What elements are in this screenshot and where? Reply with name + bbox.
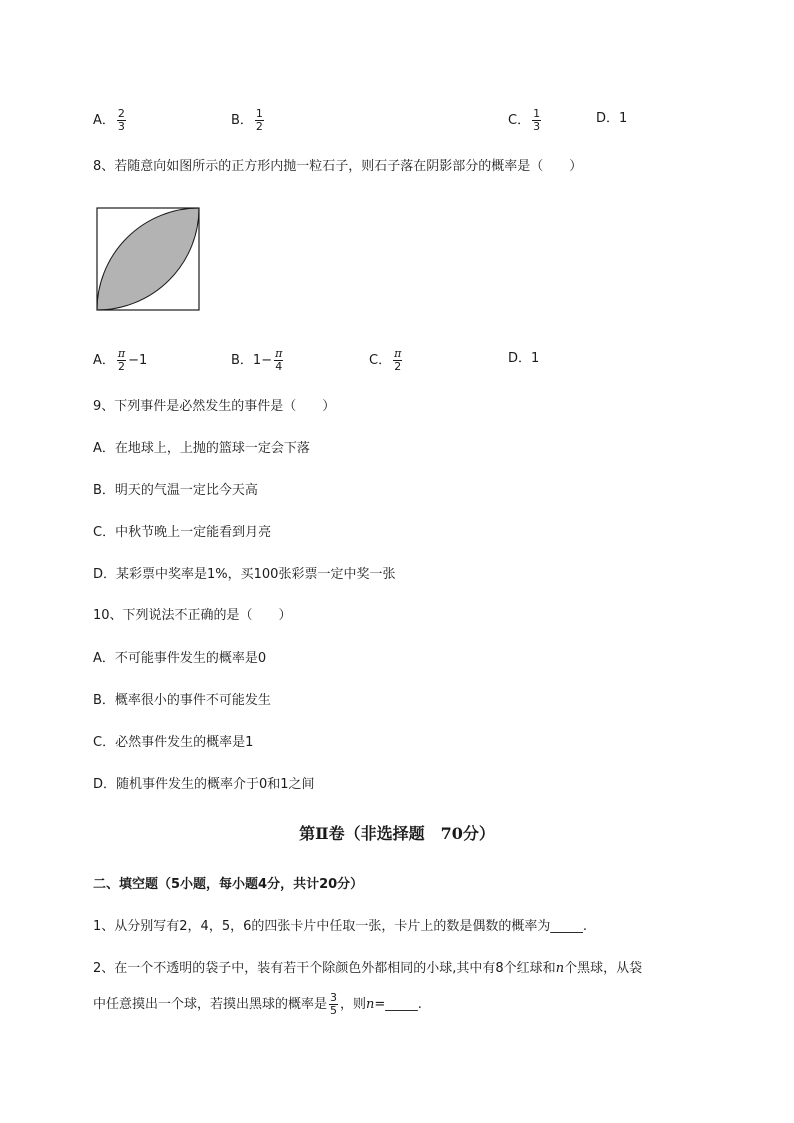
q9-option-d: D．某彩票中奖率是1%，买100张彩票一定中奖一张: [93, 567, 396, 582]
q9-option-b: B．明天的气温一定比今天高: [93, 483, 258, 498]
q8-stem: 8、若随意向如图所示的正方形内抛一粒石子，则石子落在阴影部分的概率是（ ）: [93, 159, 583, 174]
q8-figure: [96, 207, 200, 311]
q7-option-c-letter: C．: [508, 113, 531, 128]
q7-option-c-fraction: [532, 108, 541, 133]
q10-option-d: D．随机事件发生的概率介于0和1之间: [93, 777, 315, 792]
q9-option-c: C．中秋节晚上一定能看到月亮: [93, 525, 272, 540]
fill-q2-variable-n: n: [366, 997, 375, 1012]
fraction-numerator: 3: [330, 991, 338, 1004]
q8-option-c-fraction: [393, 348, 402, 373]
q8-option-a-fraction: [117, 348, 126, 373]
fraction-denominator: 2: [255, 120, 263, 133]
q7-option-b: [231, 108, 266, 133]
q8-option-b: [231, 348, 285, 373]
fill-q2-text-e: =_____.: [374, 997, 422, 1012]
fill-q2-variable-n: n: [555, 961, 565, 976]
fill-q2-fraction: [329, 992, 338, 1017]
q8-option-c: [369, 348, 404, 373]
q8-option-a: [93, 348, 147, 373]
q9-option-a: A．在地球上，上抛的篮球一定会下落: [93, 441, 310, 456]
part2-title: 第Ⅱ卷（非选择题 70分）: [299, 824, 495, 843]
q8-option-a-letter: A．: [93, 353, 115, 368]
fraction-denominator: 5: [330, 1004, 338, 1017]
fraction-denominator: 2: [118, 360, 126, 373]
q8-option-d: [508, 350, 539, 368]
q8-option-d-text: 1: [531, 351, 540, 366]
q10-option-b: B．概率很小的事件不可能发生: [93, 693, 271, 708]
fraction-numerator: π: [275, 347, 283, 360]
q10-option-a: A．不可能事件发生的概率是0: [93, 651, 267, 666]
q7-option-a-letter: A．: [93, 113, 115, 128]
fraction-numerator: 2: [117, 107, 125, 120]
q7-option-c: [508, 108, 543, 133]
q7-option-a-fraction: [117, 108, 126, 133]
q8-shaded-lens: [97, 208, 199, 310]
fraction-denominator: 3: [117, 120, 125, 133]
q7-option-d-letter: D．: [596, 111, 620, 126]
fraction-numerator: 1: [533, 107, 541, 120]
q8-option-b-letter: B．: [231, 353, 253, 368]
q7-option-a: [93, 108, 128, 133]
q7-option-b-fraction: [255, 108, 264, 133]
fraction-numerator: π: [394, 347, 402, 360]
q10-option-c: C．必然事件发生的概率是1: [93, 735, 254, 750]
fill-question-2-line2: [93, 992, 422, 1017]
fill-question-1: 1、从分别写有2，4，5，6的四张卡片中任取一张，卡片上的数是偶数的概率为_____.: [93, 919, 587, 934]
fill-q2-text-a: 2、在一个不透明的袋子中，装有若干个除颜色外都相同的小球,其中有8个红球和: [93, 961, 556, 976]
q8-option-a-suffix: −1: [128, 353, 148, 368]
fraction-denominator: 4: [275, 360, 283, 373]
fill-question-2-line1: [93, 960, 642, 978]
fill-section-heading: 二、填空题（5小题，每小题4分，共计20分）: [93, 877, 364, 892]
q7-option-d-text: 1: [619, 111, 628, 126]
q8-option-b-prefix: 1−: [252, 353, 273, 368]
fill-q2-text-d: ，则: [340, 997, 367, 1012]
q8-option-b-fraction: [274, 348, 283, 373]
q9-stem: 9、下列事件是必然发生的事件是（ ）: [93, 399, 336, 414]
fraction-numerator: 1: [255, 107, 263, 120]
fraction-denominator: 3: [533, 120, 541, 133]
q7-option-d: [596, 110, 627, 128]
fraction-numerator: π: [117, 347, 126, 360]
fill-q2-text-c: 中任意摸出一个球，若摸出黑球的概率是: [93, 997, 328, 1012]
q8-option-c-letter: C．: [369, 353, 392, 368]
fill-q2-text-b: 个黑球，从袋: [564, 961, 643, 976]
fraction-denominator: 2: [394, 360, 402, 373]
q10-stem: 10、下列说法不正确的是（ ）: [93, 608, 292, 623]
q7-option-b-letter: B．: [231, 113, 253, 128]
q8-option-d-letter: D．: [508, 351, 532, 366]
